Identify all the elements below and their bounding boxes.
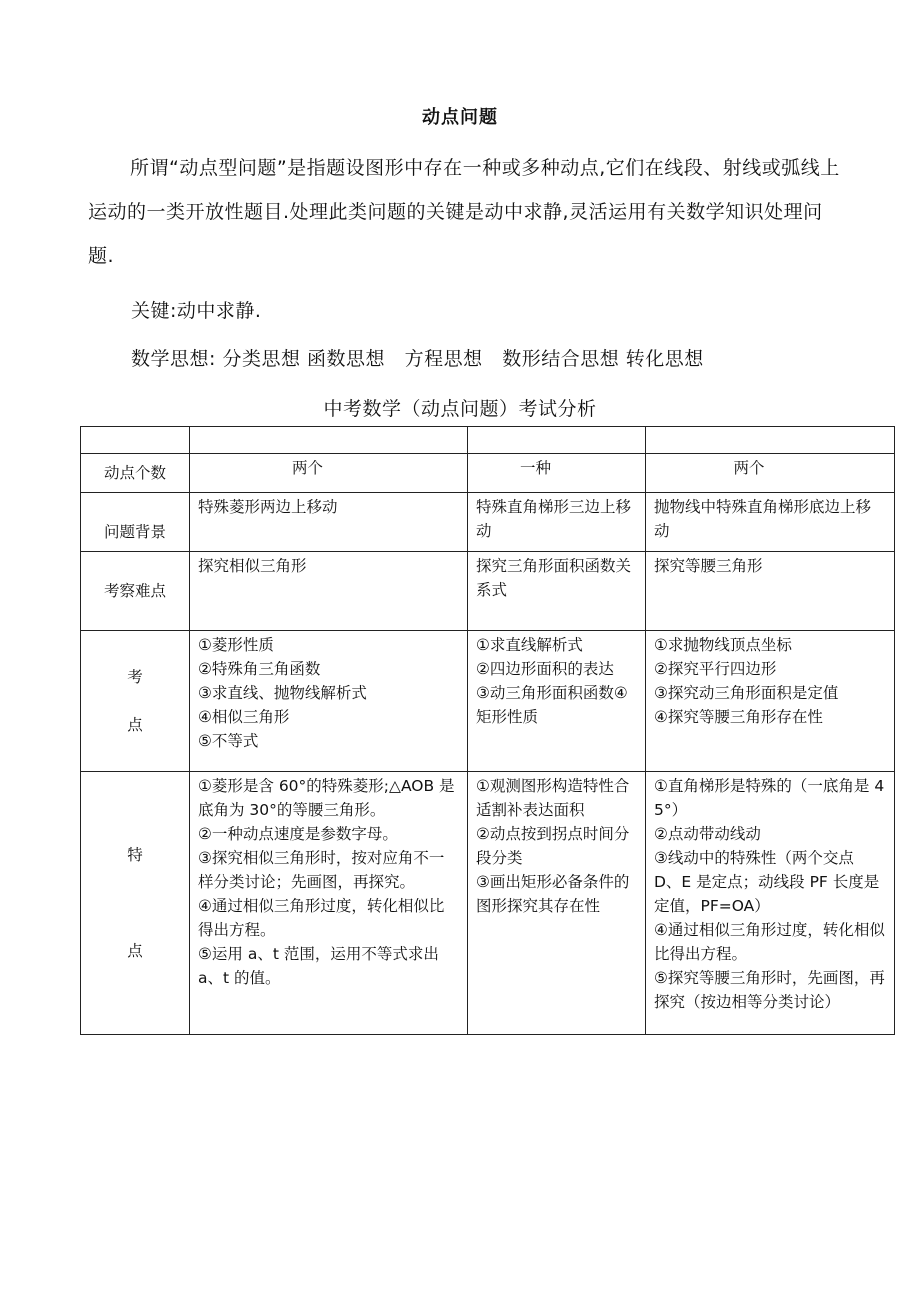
list-item: ①直角梯形是特殊的（一底角是 45°） [654,777,885,819]
points-cell [646,631,895,772]
list-item: ③探究相似三角形时，按对应角不一样分类讨论；先画图，再探究。 [198,849,445,891]
points-cell [468,631,646,772]
list-item: ①观测图形构造特性合适割补表达面积 [476,777,630,819]
background-cell: 抛物线中特殊直角梯形底边上移动 [646,493,895,552]
table-row-features [81,772,895,1035]
background-cell: 特殊直角梯形三边上移动 [468,493,646,552]
analysis-table [80,426,895,1035]
table-row-empty [81,427,895,454]
label-char: 点 [127,942,143,960]
list-item: ③线动中的特殊性（两个交点 D、E 是定点；动线段 PF 长度是定值，PF=OA） [654,849,880,915]
row-label-count: 动点个数 [81,454,190,493]
table-row-difficulty [81,552,895,631]
table-cell [646,427,895,454]
intro-text: 所谓“动点型问题”是指题设图形中存在一种或多种动点,它们在线段、射线或弧线上运动的一类开放性题目.处理此类问题的关键是动中求静,灵活运用有关数学知识处理问题. [88,157,840,267]
key-line: 关键:动中求静. [131,300,262,322]
label-char: 考 [127,668,143,686]
list-item: ④通过相似三角形过度，转化相似比得出方程。 [654,921,885,963]
list-item: ③动三角形面积函数④矩形性质 [476,684,628,726]
features-cell [646,772,895,1035]
table-title: 中考数学（动点问题）考试分析 [323,398,597,420]
table-cell [81,427,190,454]
row-label-difficulty-text: 考察难点 [103,582,166,600]
list-item: ③求直线、抛物线解析式 [198,684,367,702]
row-label-background-text: 问题背景 [103,523,166,541]
math-thought-line: 数学思想: 分类思想 函数思想 方程思想 数形结合思想 转化思想 [131,348,704,370]
difficulty-cell: 探究相似三角形 [190,552,468,631]
features-cell [190,772,468,1035]
list-item: ②特殊角三角函数 [198,660,321,678]
row-label-test-points [81,631,190,772]
difficulty-cell: 探究三角形面积函数关系式 [468,552,646,631]
table-cell [190,427,468,454]
list-item: ⑤运用 a、t 范围，运用不等式求出 a、t 的值。 [198,945,439,987]
points-cell [190,631,468,772]
list-item: ①菱形性质 [198,636,274,654]
features-cell [468,772,646,1035]
list-item: ⑤不等式 [198,732,259,750]
list-item: ①求抛物线顶点坐标 [654,636,792,654]
label-char: 特 [127,846,143,864]
table-row-count [81,454,895,493]
list-item: ③画出矩形必备条件的图形探究其存在性 [476,873,630,915]
count-cell: 一种 [468,454,646,493]
list-item: ②四边形面积的表达 [476,660,614,678]
list-item: ①求直线解析式 [476,636,583,654]
list-item: ①菱形是含 60°的特殊菱形;△AOB 是底角为 30°的等腰三角形。 [198,777,455,819]
row-label-background [81,493,190,552]
difficulty-cell: 探究等腰三角形 [646,552,895,631]
table-row-test-points [81,631,895,772]
list-item: ③探究动三角形面积是定值 [654,684,839,702]
list-item: ④通过相似三角形过度，转化相似比得出方程。 [198,897,445,939]
list-item: ②点动带动线动 [654,825,761,843]
intro-paragraph [88,146,848,278]
count-cell: 两个 [646,454,895,493]
row-label-features [81,772,190,1035]
background-cell: 特殊菱形两边上移动 [190,493,468,552]
list-item: ④探究等腰三角形存在性 [654,708,823,726]
table-cell [468,427,646,454]
row-label-difficulty [81,552,190,631]
count-cell: 两个 [190,454,468,493]
table-row-background [81,493,895,552]
label-char: 点 [127,716,143,734]
page-title: 动点问题 [422,107,498,128]
list-item: ②一种动点速度是参数字母。 [198,825,398,843]
list-item: ②动点按到拐点时间分段分类 [476,825,630,867]
list-item: ④相似三角形 [198,708,290,726]
list-item: ⑤探究等腰三角形时，先画图，再探究（按边相等分类讨论） [654,969,885,1011]
list-item: ②探究平行四边形 [654,660,777,678]
